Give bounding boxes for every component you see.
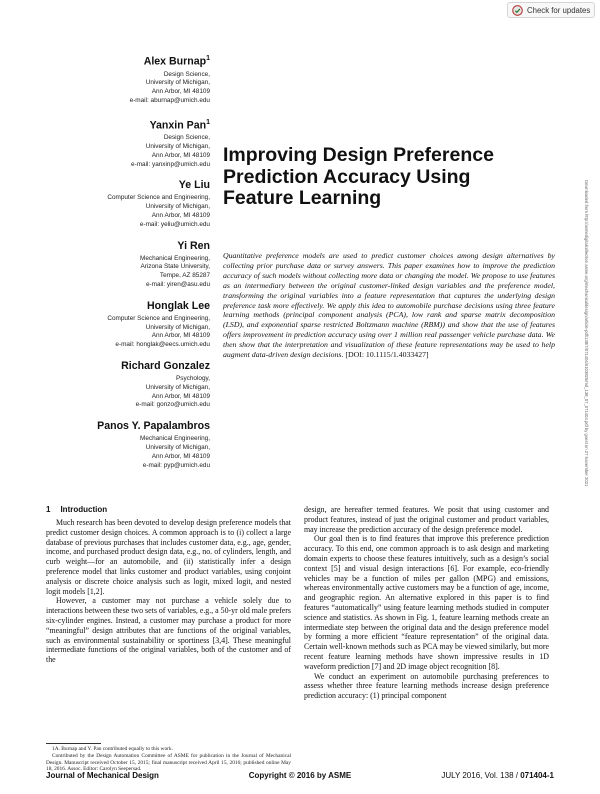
author-block [20,240,210,290]
affiliation-line: Ann Arbor, MI 48109 [151,88,210,96]
footer-issue-separator: / [513,771,521,780]
footer-issue [441,771,554,780]
author-email[interactable]: e-mail: yanxinp@umich.edu [131,160,210,168]
affiliation-line: University of Michigan, [145,383,210,391]
author-name-text: Yanxin Pan [149,119,207,132]
affiliation-line: University of Michigan, [145,323,210,331]
author-name [20,116,210,133]
check-updates-icon [512,5,523,16]
affiliation-line: University of Michigan, [145,203,210,211]
footnote-divider [46,743,101,744]
author-name-text: Panos Y. Papalambros [97,420,210,433]
author-name-text: Yi Ren [177,239,210,252]
author-email[interactable]: e-mail: yeliu@umich.edu [139,220,210,228]
affiliation-line: Design Science, [163,70,210,78]
footer-copyright: Copyright © 2016 by ASME [248,771,352,780]
abstract [223,251,555,360]
paragraph: Our goal then is to find features that improve this preference prediction accuracy. To this end, one common approach is to ask design and marketing domain experts to choose these features intuitively, such as a design’s social context [5] and visual design interactions [6]. For example, eco-friendly vehicles may be a function of miles per gallon (MPG) and emissions, whereas environmentally active customers may be a function of age, income, and geographic region. An alternative explored in this paper is to find features “automatically” using feature learning methods studied in computer science and statistics. As shown in Fig. 1, feature learning methods create an intermediate step between the original data and the design preference model by forming a more efficient “feature representation” of the original data. Certain well-known methods such as PCA may be viewed similarly, but more recent feature learning methods have shown impressive results in 1D waveform prediction [7] and 2D image object recognition [8]. [304,534,549,671]
author-email[interactable]: e-mail: yiren@asu.edu [145,281,210,289]
download-notice: Downloaded from http://asmedigitalcollection.asme.org/mechanicaldesign/article-pdf/138/7/071404/6103825/md_138_07_071404.pdf by guest on 27 November 2021 [584,180,589,487]
abstract-text: Quantitative preference models are used to predict customer choices among design alternatives by collecting prior purchase data or survey answers. This paper examines how to improve the prediction accuracy of such models without collecting more data or changing the model. We propose to use features as an intermediary between the original customer-linked design variables and the preference model, transforming the original variables into a feature representation that captures the underlying design preference task more effectively. We apply this idea to automobile purchase decisions using three feature learning methods (principal component analysis (PCA), low rank and sparse matrix decomposition (LSD), and exponential sparse restricted Boltzmann machine (RBM)) and show that the use of features offers improvement in prediction accuracy using over 1 million real passenger vehicle purchase data. We then show that the interpretation and visualization of these feature representations may be used to help augment data-driven design decisions. [223,251,555,360]
check-for-updates-label: Check for updates [527,5,591,15]
affiliation-line: Ann Arbor, MI 48109 [151,332,210,340]
author-block [20,420,210,470]
footer-journal: Journal of Mechanical Design [46,771,159,780]
author-name-text: Richard Gonzalez [121,360,210,372]
author-email[interactable]: e-mail: honglak@eecs.umich.edu [115,341,210,349]
footnote: Contributed by the Design Automation Committee of ASME for publication in the Journal of Mechanical Design. Manuscript received October 15, 2015; final manuscript received April 15, 2016; published online May 18, 2016. Assoc. Editor: Carolyn Seepersad. [46,752,291,773]
footer-article-number: 071404-1 [520,771,554,780]
affiliation-line: Design Science, [163,134,210,142]
author-name [20,240,210,253]
affiliation-line: Arizona State University, [140,263,210,271]
footer-issue-info: JULY 2016, Vol. 138 [441,771,514,780]
author-email[interactable]: e-mail: gonzo@umich.edu [135,401,210,409]
paragraph: We conduct an experiment on automobile purchasing preferences to assess whether three feature learning methods increase design preference prediction accuracy: (1) principal component [304,671,549,701]
author-name-text: Ye Liu [178,179,210,192]
affiliation-line: Ann Arbor, MI 48109 [151,212,210,220]
section-heading [46,505,291,515]
author-block [20,116,210,170]
affiliation-line: Mechanical Engineering, [140,254,210,262]
body-column-left [46,505,291,665]
footnote: 1A. Burnap and Y. Pan contributed equally to this work. [52,746,173,752]
check-for-updates-badge[interactable] [507,2,595,18]
affiliation-line: Computer Science and Engineering, [107,314,210,322]
affiliation-line: University of Michigan, [145,443,210,451]
paragraph: However, a customer may not purchase a vehicle solely due to interactions between these two sets of variables, e.g., a 50-yr old male prefers six-cylinder engines. Instead, a customer may purchase a product for more “meaningful” design attributes that are functions of the original variables, such as environmental sustainability or sportiness [3,4]. These meaningful intermediate functions of the original variables, both of the customer and of the [46,596,291,665]
author-email[interactable]: e-mail: pyp@umich.edu [142,461,210,469]
affiliation-line: Computer Science and Engineering, [107,194,210,202]
author-footnote-marker: 1 [206,55,210,62]
author-block [20,52,210,106]
author-footnote-marker: 1 [206,118,210,126]
author-list [20,52,210,480]
author-name [20,360,210,373]
author-name [20,420,210,433]
paper-title: Improving Design Preference Prediction Accuracy Using Feature Learning [223,144,494,209]
affiliation-line: Ann Arbor, MI 48109 [151,392,210,400]
paragraph: design, are hereafter termed features. We posit that using customer and product features, instead of just the original customer and product variables, may increase the prediction accuracy of the design preference model. [304,505,549,534]
affiliation-line: University of Michigan, [145,143,210,151]
author-block [20,360,210,410]
author-name-text: Honglak Lee [147,299,210,312]
author-block [20,179,210,229]
doi[interactable]: [DOI: 10.1115/1.4033427] [345,350,429,360]
affiliation-line: Mechanical Engineering, [140,435,210,443]
affiliation-line: Ann Arbor, MI 48109 [151,452,210,460]
section-number: 1 [46,505,51,514]
paragraph: Much research has been devoted to develop design preference models that predict customer design choices. A common approach is to (i) collect a large database of previous purchases that includes customer data, e.g., age, gender, income, and purchased product design data, e.g., no. of cylinders, length, and curb weight—for an automobile, and (ii) statistically infer a design preference model that links customer and product variables, using conjoint analysis or discrete choice analysis such as logit, mixed logit, and nested logit models [1,2]. [46,518,291,596]
author-name-text: Alex Burnap [143,55,207,68]
section-title: Introduction [60,505,108,514]
author-email[interactable]: e-mail: aburnap@umich.edu [129,96,210,104]
author-name [20,52,210,69]
affiliation-line: Tempe, AZ 85287 [159,272,210,280]
footnotes [46,746,291,773]
author-name [20,300,210,313]
author-name [20,179,210,192]
author-block [20,300,210,350]
affiliation-line: University of Michigan, [145,79,210,87]
body-column-right [304,505,549,701]
affiliation-line: Ann Arbor, MI 48109 [151,151,210,159]
affiliation-line: Psychology, [176,375,210,382]
